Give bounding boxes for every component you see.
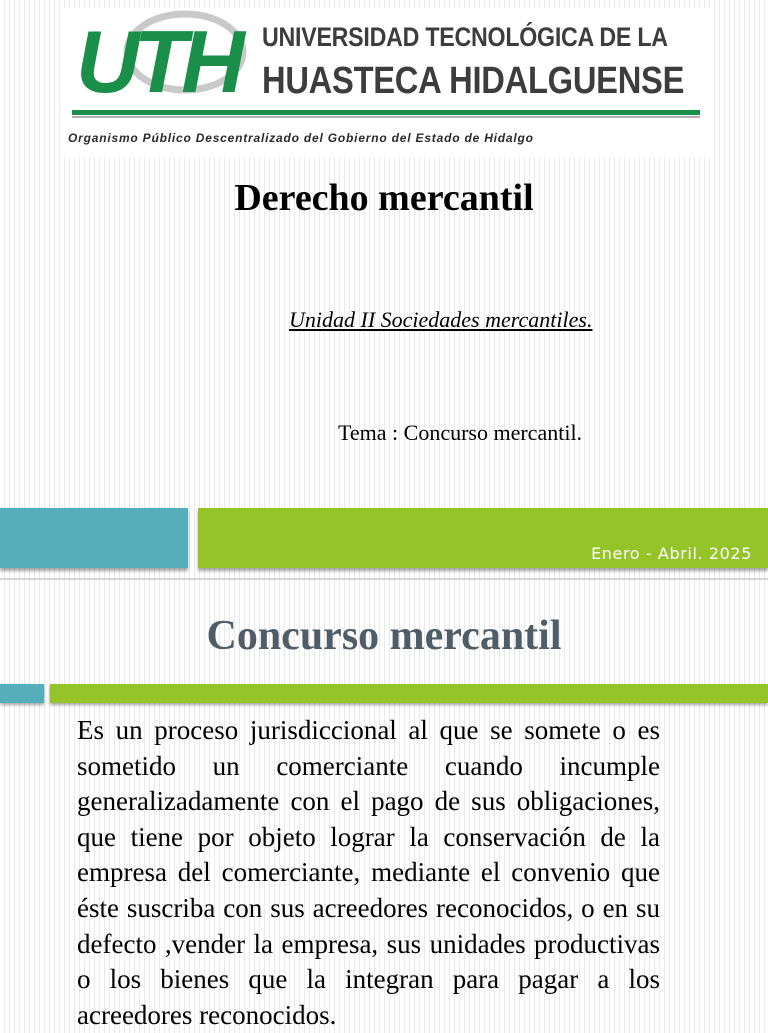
title-bar-green <box>50 684 768 703</box>
section-title: Concurso mercantil <box>206 613 562 659</box>
slide-divider <box>0 578 768 580</box>
university-name-line1: UNIVERSIDAD TECNOLÓGICA DE LA <box>262 22 668 52</box>
slide-title: Derecho mercantil <box>234 177 534 219</box>
definition-paragraph: Es un proceso jurisdiccional al que se somete o es sometido un comerciante cuando incumple generalizadamente con el pago de sus obligaciones, que tiene por objeto lograr la conservación de la empresa del comerciante, mediante el convenio que éste suscriba con sus acreedores reconocidos, o en su defecto ,vender la empresa, sus unidades productivas o los bienes que la integran para pagar a los acreedores reconocidos. <box>77 715 660 1030</box>
uth-logo <box>70 10 260 110</box>
svg-text:UTH: UTH <box>76 12 239 110</box>
header-rule-grey <box>72 116 700 118</box>
university-name-line2: HUASTECA HIDALGUENSE <box>262 60 685 102</box>
university-subtitle: Organismo Público Descentralizado del Gobierno del Estado de Hidalgo <box>68 131 534 145</box>
accent-band-teal <box>0 508 188 568</box>
topic-label: Tema : Concurso mercantil. <box>338 420 583 445</box>
unit-subtitle: Unidad II Sociedades mercantiles. <box>289 307 593 332</box>
header-rule-green <box>72 110 700 115</box>
accent-band-green <box>198 508 768 568</box>
title-bar-teal <box>0 684 44 703</box>
university-header <box>62 8 710 158</box>
date-label: Enero - Abril. 2025 <box>591 544 752 563</box>
